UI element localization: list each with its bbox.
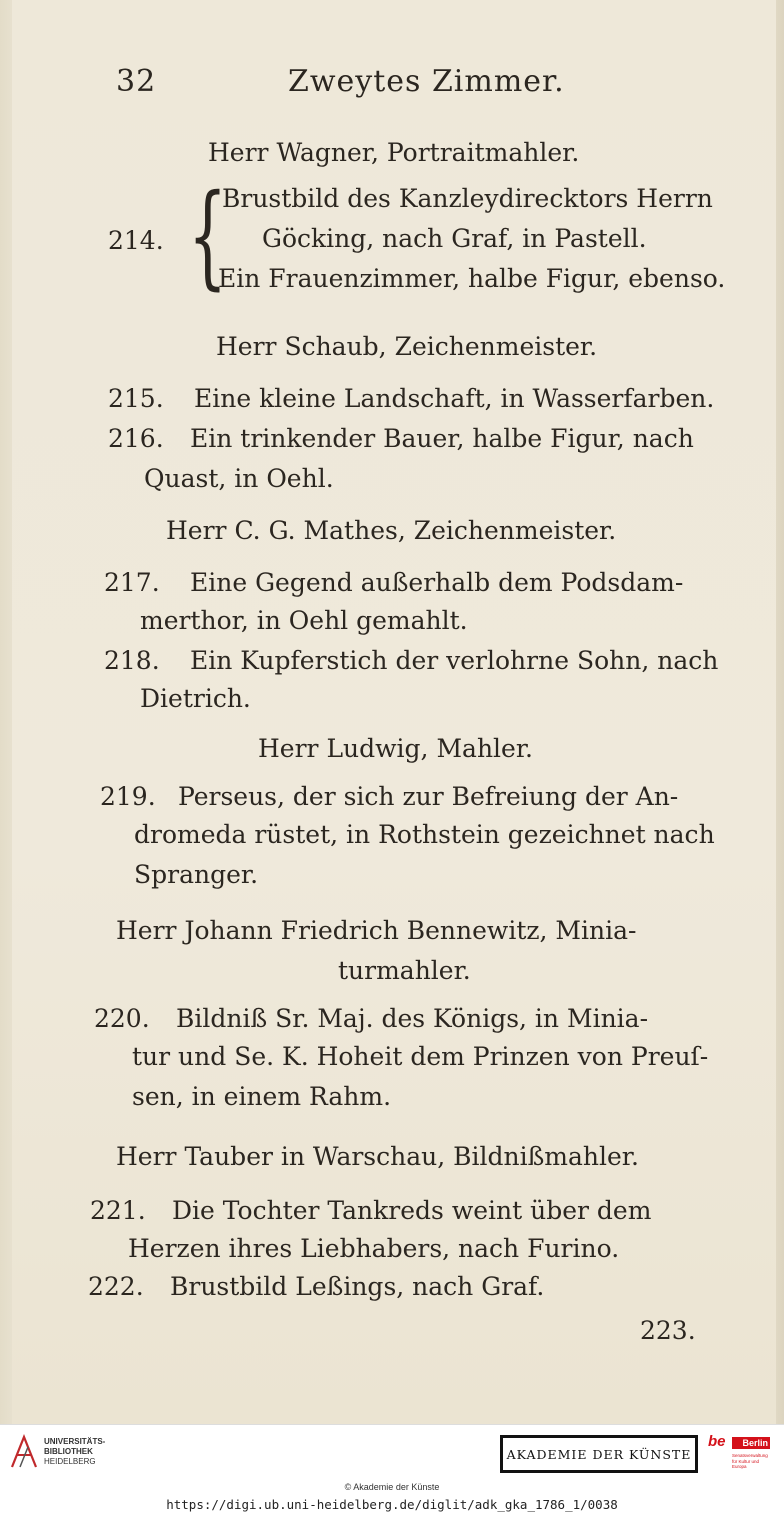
entry-line: tur und Se. K. Hoheit dem Prinzen von Preuſ- [132,1042,709,1071]
entry-line: Brustbild Leßings, nach Graf. [170,1272,545,1301]
entry-number: 216. [108,424,164,453]
artist-heading: Herr Wagner, Portraitmahler. [208,138,580,167]
entry-line: merthor, in Oehl gemahlt. [140,606,468,635]
brace-bracket: { [188,171,228,301]
entry-line: Bildniß Sr. Maj. des Königs, in Minia- [176,1004,649,1033]
entry-number: 218. [104,646,160,675]
catchword: 223. [640,1316,696,1345]
page-number: 32 [116,64,157,99]
entry-line: Brustbild des Kanzleydirecktors Herrn [222,184,713,213]
entry-number: 217. [104,568,160,597]
entry-line: Eine kleine Landschaft, in Wasserfarben. [194,384,715,413]
berlin-senate-logo[interactable] [706,1433,772,1475]
adk-label: AKADEMIE DER KÜNSTE [506,1446,692,1462]
artist-heading: Herr C. G. Mathes, Zeichenmeister. [166,516,617,545]
berlin-subtitle: Senatsverwaltung für Kultur und Europa [732,1453,768,1469]
entry-number: 214. [108,226,164,255]
entry-line: Ein Kupferstich der verlohrne Sohn, nach [190,646,719,675]
entry-number: 221. [90,1196,146,1225]
artist-heading: Herr Johann Friedrich Bennewitz, Minia- [116,916,637,945]
entry-line: Ein Frauenzimmer, halbe Figur, ebenso. [218,264,726,293]
entry-number: 215. [108,384,164,413]
entry-line: Dietrich. [140,684,251,713]
entry-line: Perseus, der sich zur Befreiung der An- [178,782,679,811]
entry-number: 220. [94,1004,150,1033]
entry-number: 219. [100,782,156,811]
artist-heading: Herr Ludwig, Mahler. [258,734,533,763]
university-library-logo-icon[interactable] [10,1433,38,1471]
berlin-wordmark: Berlin [732,1437,770,1449]
viewer-footer [0,1424,784,1520]
entry-line: Eine Gegend außerhalb dem Podsdam- [190,568,684,597]
entry-line: Quast, in Oehl. [144,464,334,493]
entry-number: 222. [88,1272,144,1301]
running-title: Zweytes Zimmer. [288,64,565,99]
akademie-der-kuenste-logo[interactable] [500,1435,698,1473]
entry-line: Göcking, nach Graf, in Pastell. [262,224,647,253]
artist-heading: Herr Tauber in Warschau, Bildnißmahler. [116,1142,639,1171]
copyright-notice: © Akademie der Künste [344,1482,440,1492]
artist-heading: Herr Schaub, Zeichenmeister. [216,332,598,361]
entry-line: sen, in einem Rahm. [132,1082,392,1111]
library-line: UNIVERSITÄTS- [44,1437,106,1446]
entry-line: Spranger. [134,860,259,889]
university-library-name[interactable] [44,1437,105,1467]
berlin-be-mark: be [708,1433,726,1450]
library-line: HEIDELBERG [44,1457,96,1466]
artist-heading-cont: turmahler. [338,956,471,985]
entry-line: Die Tochter Tankreds weint über dem [172,1196,652,1225]
library-line: BIBLIOTHEK [44,1447,93,1456]
entry-line: Ein trinkender Bauer, halbe Figur, nach [190,424,694,453]
permalink-url[interactable]: https://digi.ub.uni-heidelberg.de/diglit/adk_gka_1786_1/0038 [166,1497,618,1512]
entry-line: dromeda rüstet, in Rothstein gezeichnet nach [134,820,715,849]
entry-line: Herzen ihres Liebhabers, nach Furino. [128,1234,620,1263]
